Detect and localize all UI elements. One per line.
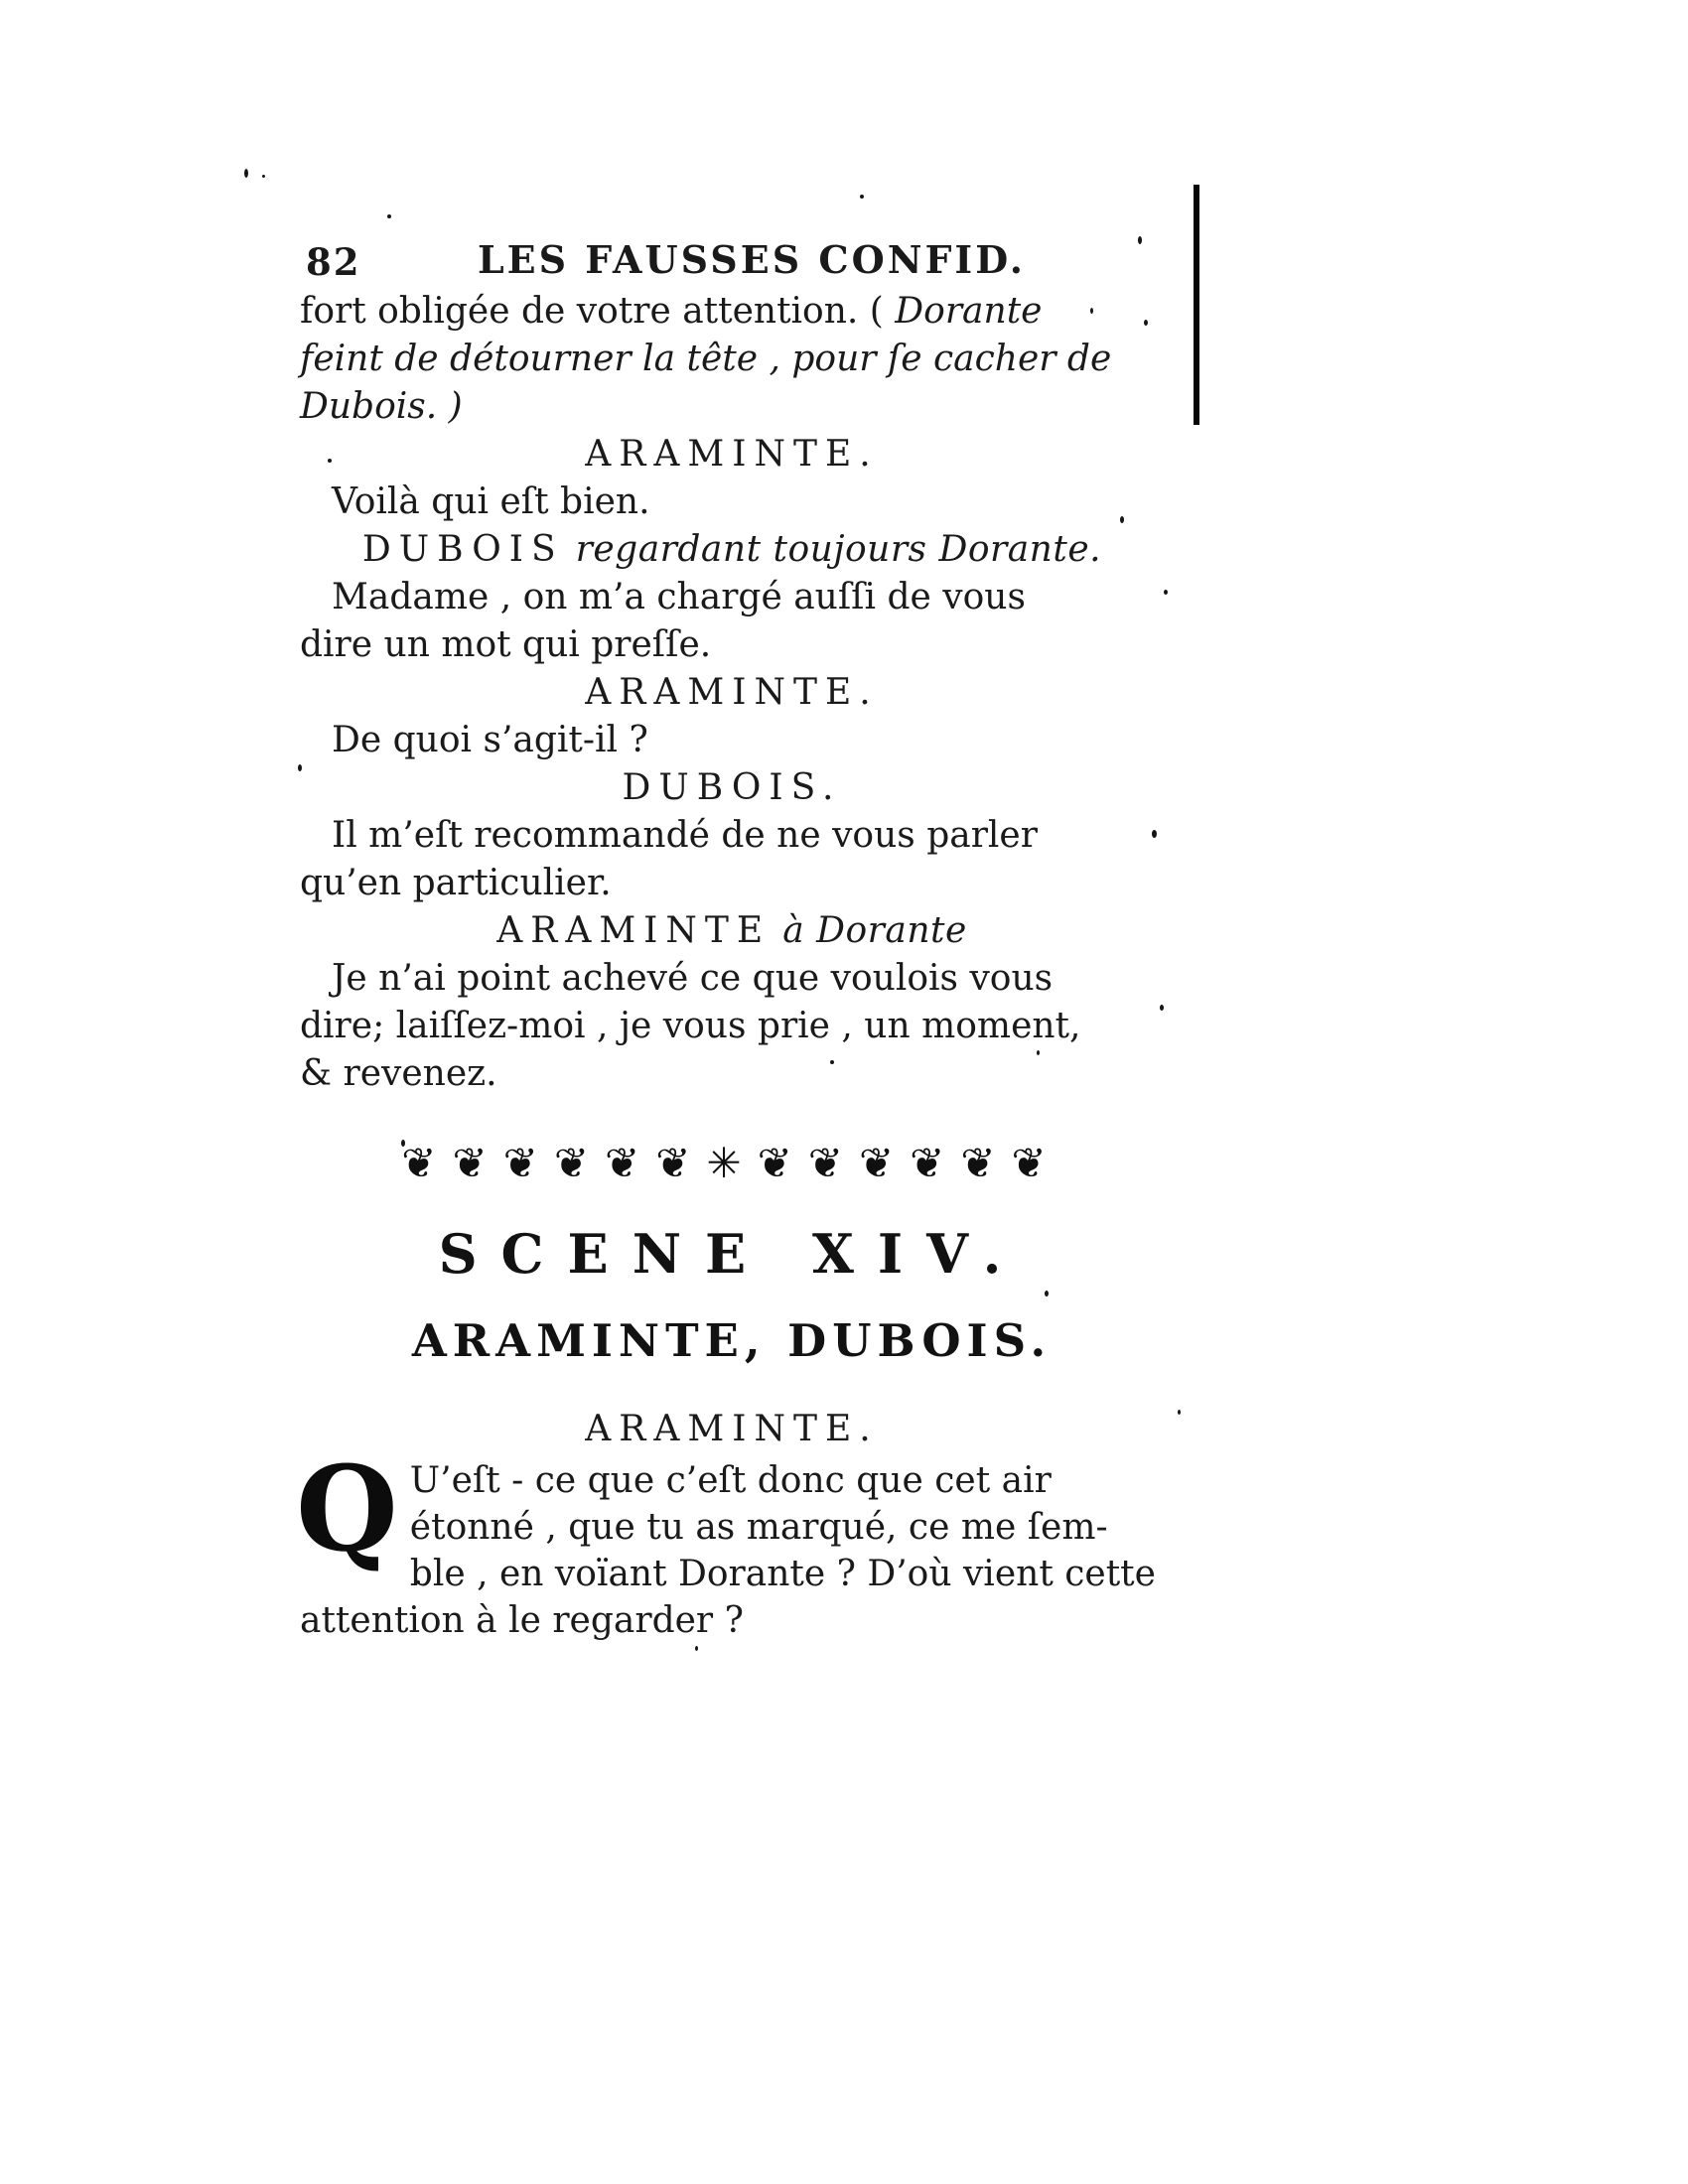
opening-paragraph [296, 1439, 1164, 1644]
page-number: 82 [306, 240, 361, 284]
dialogue-line: dire; laiſſez-moi , je vous prie , un moment, [300, 1006, 1081, 1046]
ink-speck [860, 195, 864, 199]
speaker-name: ARAMINTE. [585, 434, 879, 475]
ink-speck [695, 1646, 698, 1651]
speaker-heading [300, 669, 1164, 717]
dialogue-line: De quoi s’agit-il ? [332, 720, 648, 760]
ink-speck [262, 175, 265, 178]
dialogue-line: Voilà qui eſt bien. [332, 481, 650, 522]
book-edge-line [1194, 185, 1199, 425]
speaker-name: DUBOIS [361, 529, 564, 570]
stage-direction: regardant toujours Dorante. [575, 529, 1102, 570]
ink-speck [1164, 590, 1168, 595]
dialogue-line: Il m’eſt recommandé de ne vous parler [332, 815, 1038, 856]
stage-direction: Dorante [895, 291, 1043, 332]
drop-cap: Q [296, 1439, 398, 1577]
ink-speck [1178, 1410, 1181, 1415]
stage-direction: feint de détourner la tête , pour ſe cacher de [300, 339, 1112, 379]
scene-heading: SCENE XIV. [438, 1222, 1026, 1286]
stage-direction: à Dorante [782, 910, 967, 951]
speaker-name: ARAMINTE. [585, 1409, 879, 1449]
speaker-name: ARAMINTE [496, 910, 772, 951]
speaker-heading [300, 431, 1164, 478]
speaker-heading [300, 1406, 1164, 1453]
dialogue-text: fort obligée de votre attention. ( [300, 291, 896, 332]
dialogue-line: attention à le regarder ? [300, 1600, 744, 1641]
page-header [300, 236, 1164, 288]
ink-speck [387, 214, 391, 218]
dialogue-line: Madame , on m’a chargé auſſi de vous [332, 577, 1026, 617]
speaker-heading [300, 907, 1164, 955]
speaker-name: DUBOIS. [622, 767, 842, 808]
ink-speck [244, 169, 248, 178]
running-title: LES FAUSSES CONFID. [477, 237, 1027, 282]
text-column [296, 236, 1164, 1644]
dialogue-line: U’eſt - ce que c’eſt donc que cet air [409, 1460, 1052, 1501]
dialogue-line: ble , en voïant Dorante ? D’où vient cette [409, 1554, 1156, 1594]
scene-characters: ARAMINTE, DUBOIS. [411, 1314, 1053, 1367]
speaker-heading [300, 764, 1164, 812]
stage-direction: Dubois. ) [300, 386, 463, 427]
dialogue-line: Je n’ai point achevé ce que voulois vous [332, 958, 1054, 999]
speaker-name: ARAMINTE. [585, 672, 879, 713]
speaker-heading [300, 526, 1164, 574]
dialogue-line: qu’en particulier. [300, 863, 612, 903]
fleuron-divider: ❦❦❦❦❦❦✳❦❦❦❦❦❦ [401, 1139, 1062, 1187]
dialogue-line [300, 288, 1164, 336]
dialogue-line: & revenez. [300, 1053, 497, 1094]
dialogue-line: étonné , que tu as marqué, ce me ſem- [409, 1507, 1108, 1548]
dialogue-line: dire un mot qui preſſe. [300, 624, 712, 665]
